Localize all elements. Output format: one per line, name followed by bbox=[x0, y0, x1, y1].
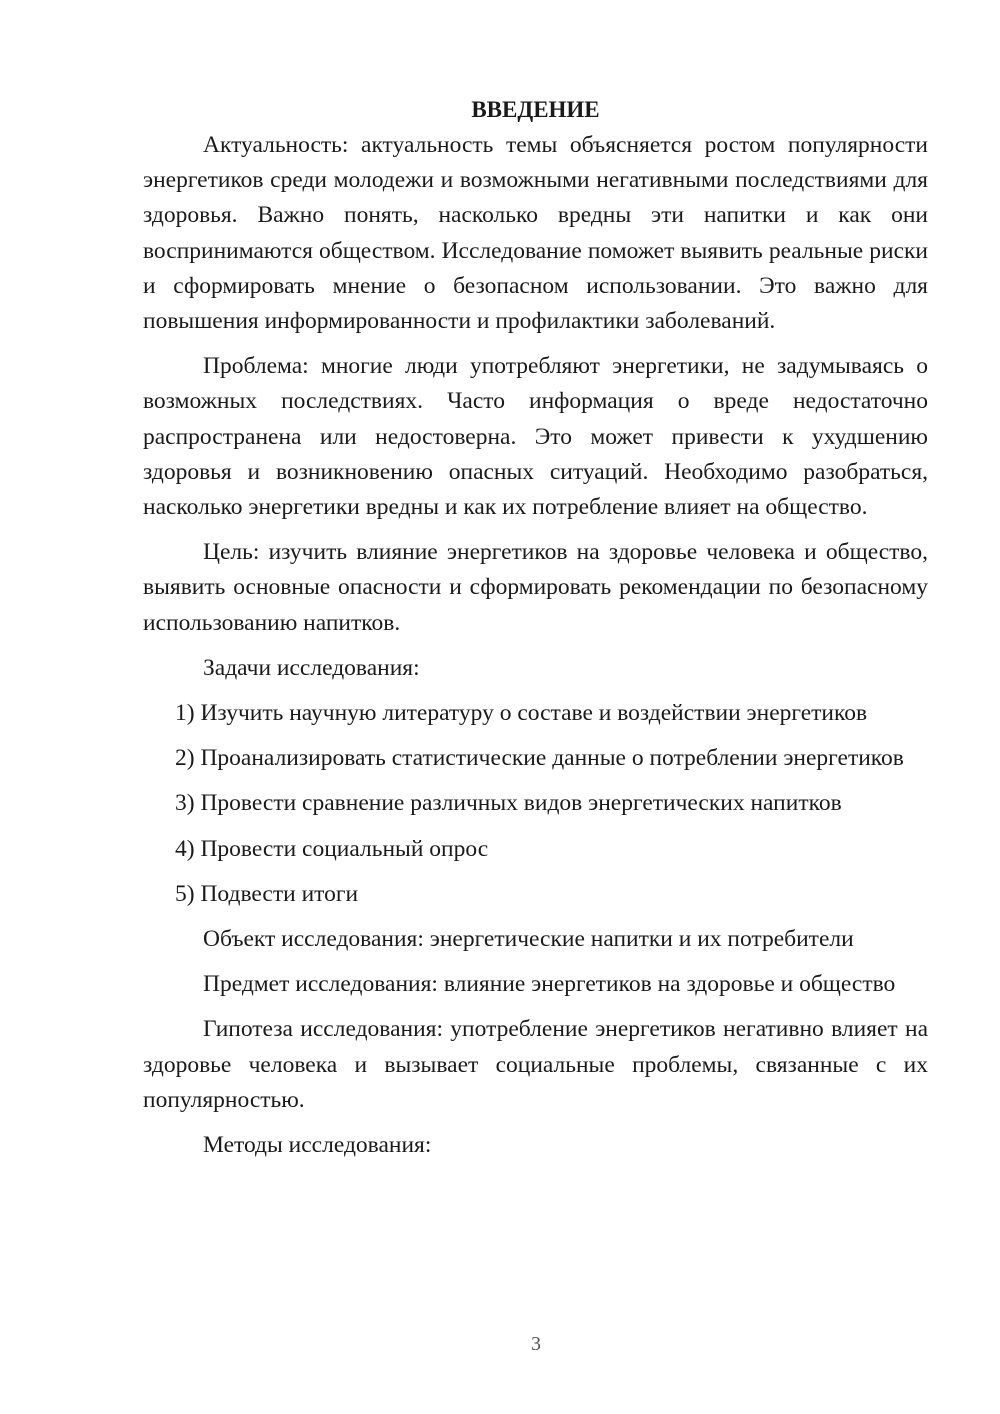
task-item: 4) Провести социальный опрос bbox=[175, 835, 489, 862]
object-paragraph: Объект исследования: энергетические напитки и их потребители bbox=[203, 926, 854, 953]
section-title: ВВЕДЕНИЕ bbox=[471, 97, 600, 122]
task-item: 1) Изучить научную литературу о составе и воздействии энергетиков bbox=[175, 700, 868, 727]
task-item: 5) Подвести итоги bbox=[175, 880, 359, 907]
tasks-heading: Задачи исследования: bbox=[203, 654, 420, 681]
goal-paragraph: Цель: изучить влияние энергетиков на здоровье человека и общество, выявить основные опасности и сформировать рекомендации по безопасному использованию напитков. bbox=[143, 539, 928, 636]
page-number: 3 bbox=[531, 1333, 541, 1355]
hypothesis-paragraph: Гипотеза исследования: употребление энергетиков негативно влияет на здоровье человека и вызывает социальные проблемы, связанные с их популярностью. bbox=[143, 1016, 928, 1113]
methods-heading: Методы исследования: bbox=[203, 1132, 432, 1159]
page-content bbox=[143, 92, 928, 1163]
task-item: 2) Проанализировать статистические данные о потреблении энергетиков bbox=[175, 745, 904, 772]
task-item: 3) Провести сравнение различных видов энергетических напитков bbox=[175, 790, 842, 817]
problem-paragraph: Проблема: многие люди употребляют энергетики, не задумываясь о возможных последствиях. Часто информация о вреде недостаточно распространена или недостоверна. Это может привести к ухудшению здоровья и возникновению опасных ситуаций. Необходимо разобраться, насколько энергетики вредны и как их потребление влияет на общество. bbox=[143, 353, 928, 521]
subject-paragraph: Предмет исследования: влияние энергетиков на здоровье и общество bbox=[203, 971, 896, 998]
relevance-paragraph: Актуальность: актуальность темы объясняется ростом популярности энергетиков среди молодежи и возможными негативными последствиями для здоровья. Важно понять, насколько вредны эти напитки и как они воспринимаются обществом. Исследование поможет выявить реальные риски и сформировать мнение о безопасном использовании. Это важно для повышения информированности и профилактики заболеваний. bbox=[143, 132, 928, 335]
tasks-list bbox=[143, 696, 928, 912]
